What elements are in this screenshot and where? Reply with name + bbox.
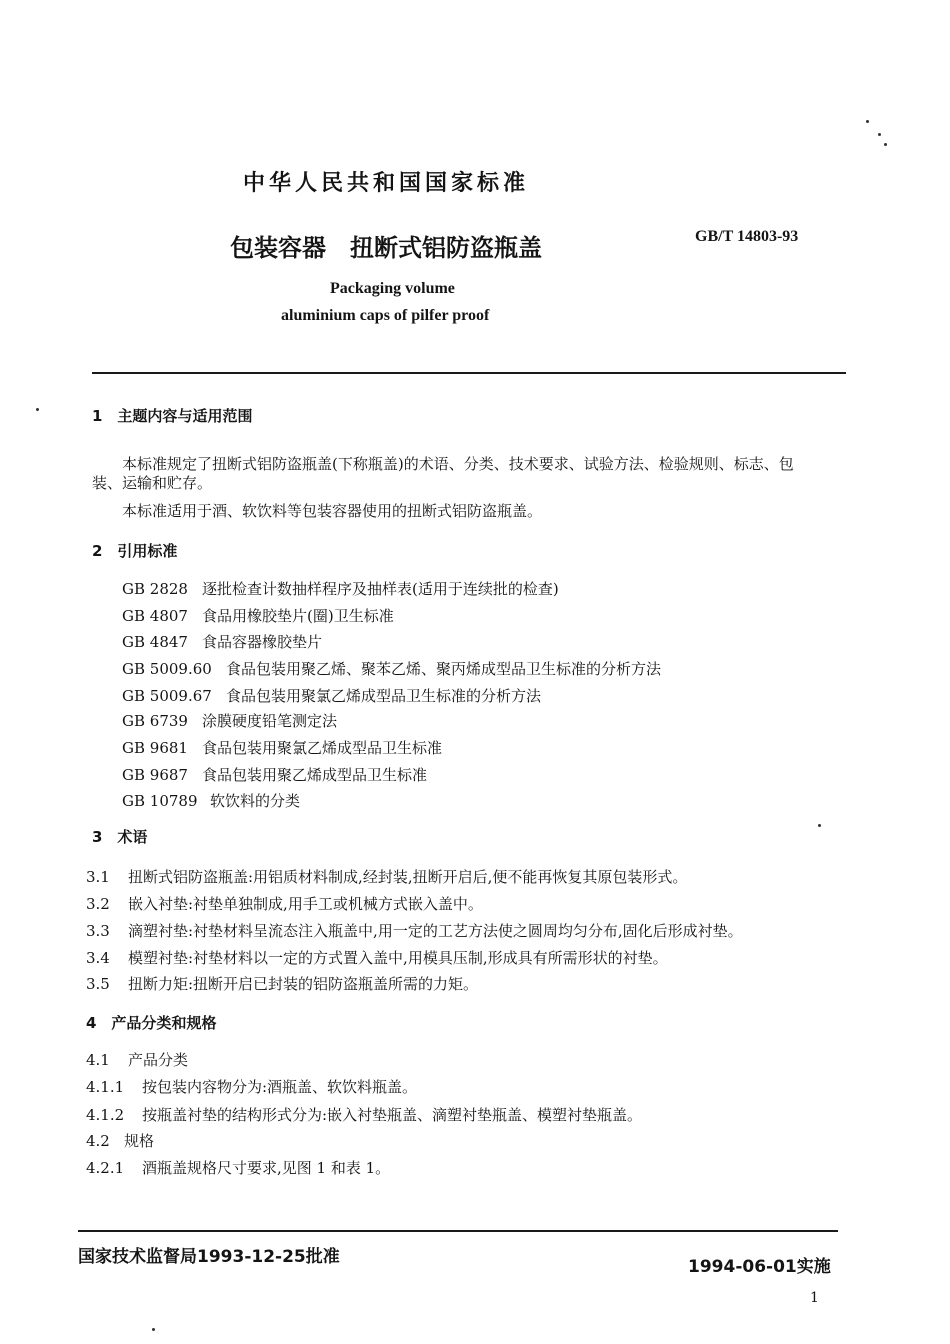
spec-number: 4.1 bbox=[86, 1051, 110, 1069]
term-text: 扭断力矩:扭断开启已封装的铝防盗瓶盖所需的力矩。 bbox=[128, 975, 479, 993]
term-item bbox=[86, 893, 483, 914]
spec-item bbox=[86, 1104, 642, 1125]
national-standard-heading: 中华人民共和国国家标准 bbox=[243, 171, 530, 196]
ref-text: 涂膜硬度铅笔测定法 bbox=[202, 712, 338, 730]
header-divider bbox=[92, 372, 846, 374]
scan-speck bbox=[818, 824, 821, 827]
spec-text: 产品分类 bbox=[128, 1051, 189, 1069]
ref-row bbox=[122, 790, 300, 811]
section-1-para2: 本标准适用于酒、软饮料等包装容器使用的扭断式铝防盗瓶盖。 bbox=[122, 502, 543, 520]
spec-item bbox=[86, 1076, 417, 1097]
page-number: 1 bbox=[810, 1290, 819, 1306]
term-item bbox=[86, 947, 668, 968]
ref-code: GB 6739 bbox=[122, 712, 188, 730]
term-number: 3.2 bbox=[86, 895, 110, 913]
ref-row bbox=[122, 737, 442, 758]
term-number: 3.3 bbox=[86, 922, 110, 940]
spec-number: 4.1.1 bbox=[86, 1078, 125, 1096]
ref-text: 食品包装用聚氯乙烯成型品卫生标准 bbox=[202, 739, 443, 757]
ref-text: 食品容器橡胶垫片 bbox=[202, 633, 323, 651]
spec-number: 4.1.2 bbox=[86, 1106, 125, 1124]
spec-text: 规格 bbox=[124, 1132, 155, 1150]
term-item bbox=[86, 973, 478, 994]
ref-code: GB 9681 bbox=[122, 739, 188, 757]
ref-row bbox=[122, 710, 337, 731]
implementation-date: 1994-06-01实施 bbox=[688, 1257, 831, 1277]
spec-number: 4.2.1 bbox=[86, 1159, 125, 1177]
ref-row bbox=[122, 631, 322, 652]
approval-note: 国家技术监督局1993-12-25批准 bbox=[78, 1247, 340, 1267]
ref-text: 食品用橡胶垫片(圈)卫生标准 bbox=[202, 607, 394, 625]
ref-code: GB 5009.67 bbox=[122, 687, 212, 705]
scan-speck bbox=[884, 143, 887, 146]
spec-text: 酒瓶盖规格尺寸要求,见图 1 和表 1。 bbox=[142, 1159, 391, 1177]
ref-code: GB 9687 bbox=[122, 766, 188, 784]
term-number: 3.1 bbox=[86, 868, 110, 886]
ref-code: GB 5009.60 bbox=[122, 660, 212, 678]
term-number: 3.4 bbox=[86, 949, 110, 967]
term-item bbox=[86, 920, 743, 941]
term-number: 3.5 bbox=[86, 975, 110, 993]
scan-speck bbox=[152, 1328, 155, 1331]
ref-text: 食品包装用聚氯乙烯成型品卫生标准的分析方法 bbox=[226, 687, 542, 705]
ref-row bbox=[122, 764, 427, 785]
ref-text: 食品包装用聚乙烯成型品卫生标准 bbox=[202, 766, 428, 784]
section-3-title: 3 术语 bbox=[92, 828, 148, 846]
term-item bbox=[86, 866, 687, 887]
ref-code: GB 10789 bbox=[122, 792, 198, 810]
standard-code: GB/T 14803-93 bbox=[695, 228, 799, 245]
scan-speck bbox=[36, 408, 39, 411]
spec-text: 按包装内容物分为:酒瓶盖、软饮料瓶盖。 bbox=[142, 1078, 418, 1096]
standard-title-cn: 包装容器 扭断式铝防盗瓶盖 bbox=[230, 234, 542, 262]
ref-text: 食品包装用聚乙烯、聚苯乙烯、聚丙烯成型品卫生标准的分析方法 bbox=[226, 660, 662, 678]
scan-speck bbox=[878, 133, 881, 136]
spec-text: 按瓶盖衬垫的结构形式分为:嵌入衬垫瓶盖、滴塑衬垫瓶盖、模塑衬垫瓶盖。 bbox=[142, 1106, 643, 1124]
term-text: 滴塑衬垫:衬垫材料呈流态注入瓶盖中,用一定的工艺方法使之圆周均匀分布,固化后形成衬垫。 bbox=[128, 922, 743, 940]
term-text: 扭断式铝防盗瓶盖:用铝质材料制成,经封装,扭断开启后,便不能再恢复其原包装形式。 bbox=[128, 868, 688, 886]
spec-item bbox=[86, 1049, 188, 1070]
footer-divider bbox=[78, 1230, 838, 1232]
ref-row bbox=[122, 578, 559, 599]
spec-number: 4.2 bbox=[86, 1132, 110, 1150]
term-text: 模塑衬垫:衬垫材料以一定的方式置入盖中,用模具压制,形成具有所需形状的衬垫。 bbox=[128, 949, 668, 967]
ref-row bbox=[122, 605, 394, 626]
section-4-title: 4 产品分类和规格 bbox=[86, 1014, 217, 1032]
section-1-para1-line1: 本标准规定了扭断式铝防盗瓶盖(下称瓶盖)的术语、分类、技术要求、试验方法、检验规则、标志、包 bbox=[122, 455, 794, 473]
ref-text: 逐批检查计数抽样程序及抽样表(适用于连续批的检查) bbox=[202, 580, 559, 598]
ref-row bbox=[122, 658, 661, 679]
title-en-line2: aluminium caps of pilfer proof bbox=[281, 307, 490, 324]
section-1-para1-line2: 装、运输和贮存。 bbox=[92, 474, 213, 492]
spec-item bbox=[86, 1130, 154, 1151]
title-en-line1: Packaging volume bbox=[330, 280, 455, 297]
scan-speck bbox=[866, 120, 869, 123]
ref-row bbox=[122, 685, 541, 706]
section-2-title: 2 引用标准 bbox=[92, 542, 178, 560]
ref-code: GB 2828 bbox=[122, 580, 188, 598]
ref-code: GB 4807 bbox=[122, 607, 188, 625]
ref-code: GB 4847 bbox=[122, 633, 188, 651]
term-text: 嵌入衬垫:衬垫单独制成,用手工或机械方式嵌入盖中。 bbox=[128, 895, 483, 913]
spec-item bbox=[86, 1157, 390, 1178]
section-1-title: 1 主题内容与适用范围 bbox=[92, 407, 253, 425]
ref-text: 软饮料的分类 bbox=[210, 792, 301, 810]
